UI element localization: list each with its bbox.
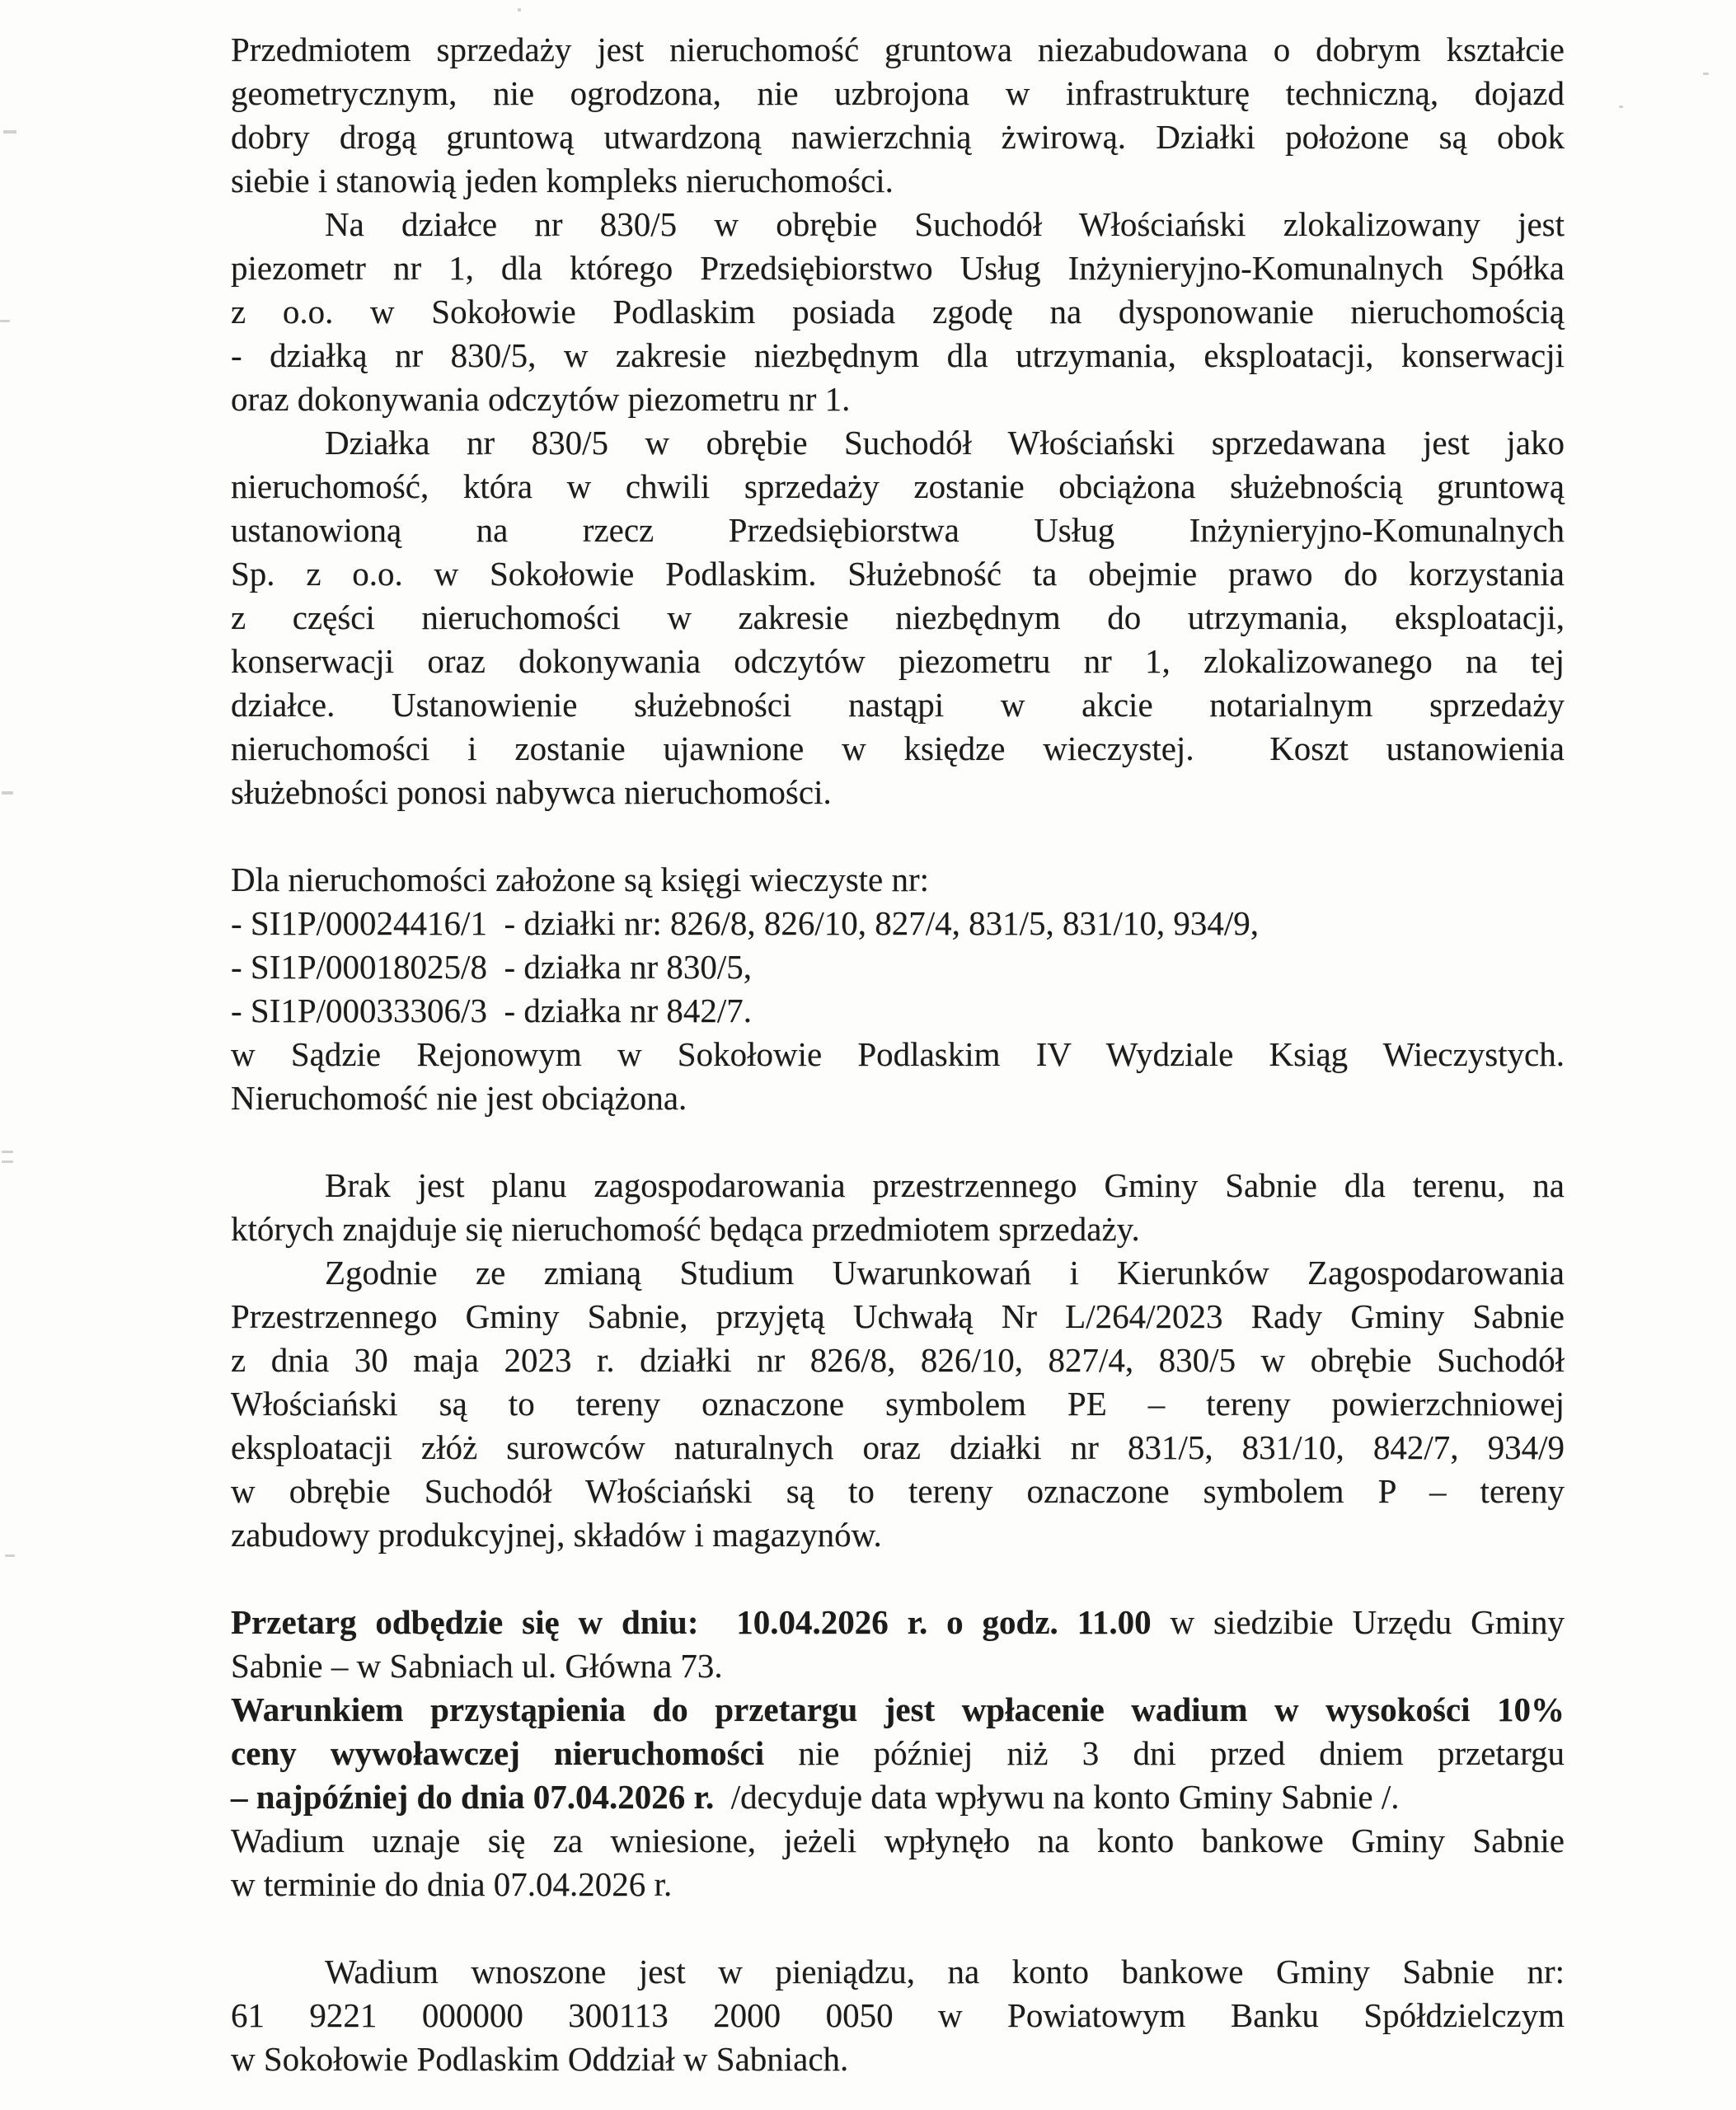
scan-artifact (3, 130, 16, 134)
text-line (231, 1819, 1565, 1863)
scan-artifact (0, 320, 10, 322)
text-line (231, 1251, 1565, 1295)
text-line (231, 1513, 1565, 1557)
scan-artifact (2, 1160, 13, 1163)
text-line (231, 1382, 1565, 1426)
text-line (231, 2037, 1565, 2081)
text-segment: eksploatacji złóż surowców naturalnych oraz działki nr 831/5, 831/10, 842/7, 934/9 (231, 1428, 1565, 1466)
text-segment: - SI1P/00024416/1 - działki nr: 826/8, 826/10, 827/4, 831/5, 831/10, 934/9, (231, 904, 1260, 942)
text-line (231, 1164, 1565, 1207)
text-segment: Nieruchomość nie jest obciążona. (231, 1079, 687, 1117)
blank-line (231, 1557, 1565, 1601)
text-segment: których znajduje się nieruchomość będąca przedmiotem sprzedaży. (231, 1210, 1140, 1248)
text-segment: siebie i stanowią jeden kompleks nieruchomości. (231, 162, 894, 199)
text-segment: geometrycznym, nie ogrodzona, nie uzbrojona w infrastrukturę techniczną, dojazd (231, 74, 1565, 112)
text-segment: w obrębie Suchodół Włościański są to tereny oznaczone symbolem P – tereny (231, 1472, 1565, 1510)
text-line (231, 727, 1565, 771)
scan-artifact (518, 8, 521, 12)
text-line (231, 1950, 1565, 1994)
text-segment: nie później niż 3 dni przed dniem przetargu (764, 1734, 1565, 1772)
text-line (231, 989, 1565, 1033)
text-line (231, 596, 1565, 640)
bold-text-segment: Warunkiem przystąpienia do przetargu jest wpłacenie wadium w wysokości 10% (231, 1690, 1565, 1728)
text-segment: /decyduje data wpływu na konto Gminy Sabnie /. (714, 1778, 1400, 1816)
text-segment: ustanowioną na rzecz Przedsiębiorstwa Usług Inżynieryjno-Komunalnych (231, 511, 1565, 549)
text-segment: Wadium wnoszone jest w pieniądzu, na konto bankowe Gminy Sabnie nr: (325, 1953, 1565, 1990)
bold-text-segment: – najpóźniej do dnia 07.04.2026 r. (231, 1778, 715, 1816)
text-line (231, 1644, 1565, 1688)
text-segment: Na działce nr 830/5 w obrębie Suchodół Włościański zlokalizowany jest (325, 205, 1565, 243)
text-segment: konserwacji oraz dokonywania odczytów piezometru nr 1, zlokalizowanego na tej (231, 642, 1565, 680)
text-segment: działce. Ustanowienie służebności nastąpi w akcie notarialnym sprzedaży (231, 686, 1565, 724)
text-segment: w siedzibie Urzędu Gminy (1151, 1603, 1565, 1641)
text-line (231, 115, 1565, 159)
text-segment: z części nieruchomości w zakresie niezbędnym do utrzymania, eksploatacji, (231, 598, 1565, 636)
text-segment: Wadium uznaje się za wniesione, jeżeli wpłynęło na konto bankowe Gminy Sabnie (231, 1822, 1565, 1859)
scan-artifact (2, 791, 13, 795)
text-line (231, 334, 1565, 377)
text-segment: w Sokołowie Podlaskim Oddział w Sabniach. (231, 2040, 849, 2078)
text-segment: nieruchomość, która w chwili sprzedaży zostanie obciążona służebnością gruntową (231, 467, 1565, 505)
text-segment: Działka nr 830/5 w obrębie Suchodół Włościański sprzedawana jest jako (325, 424, 1565, 462)
text-segment: z o.o. w Sokołowie Podlaskim posiada zgodę na dysponowanie nieruchomością (231, 293, 1565, 331)
text-segment: oraz dokonywania odczytów piezometru nr 1. (231, 380, 851, 418)
text-line (231, 290, 1565, 334)
blank-line (231, 1906, 1565, 1950)
text-line (231, 1863, 1565, 1906)
text-segment: - SI1P/00033306/3 - działka nr 842/7. (231, 992, 753, 1029)
text-segment: - działką nr 830/5, w zakresie niezbędnym dla utrzymania, eksploatacji, konserwacji (231, 336, 1565, 374)
text-line (231, 1207, 1565, 1251)
text-segment: - SI1P/00018025/8 - działka nr 830/5, (231, 948, 753, 986)
text-segment: w terminie do dnia 07.04.2026 r. (231, 1865, 673, 1903)
text-segment: Przedmiotem sprzedaży jest nieruchomość gruntowa niezabudowana o dobrym kształcie (231, 30, 1565, 68)
text-line (231, 552, 1565, 596)
text-line (231, 640, 1565, 683)
scan-artifact (1703, 73, 1709, 75)
text-line (231, 1339, 1565, 1382)
bold-text-segment: ceny wywoławczej nieruchomości (231, 1734, 765, 1772)
text-line (231, 1470, 1565, 1513)
text-line (231, 1033, 1565, 1076)
text-segment: Przestrzennego Gminy Sabnie, przyjętą Uchwałą Nr L/264/2023 Rady Gminy Sabnie (231, 1297, 1565, 1335)
text-segment: nieruchomości i zostanie ujawnione w księdze wieczystej. Koszt ustanowienia (231, 729, 1565, 767)
text-line (231, 377, 1565, 421)
text-line (231, 72, 1565, 115)
text-segment: piezometr nr 1, dla którego Przedsiębiorstwo Usług Inżynieryjno-Komunalnych Spółka (231, 249, 1565, 287)
text-segment: Sabnie – w Sabniach ul. Główna 73. (231, 1647, 723, 1685)
text-line (231, 1732, 1565, 1775)
text-line (231, 203, 1565, 246)
text-line (231, 945, 1565, 989)
scan-artifact (1619, 106, 1623, 108)
text-line (231, 902, 1565, 945)
text-line (231, 1426, 1565, 1470)
text-line (231, 465, 1565, 509)
text-line (231, 1994, 1565, 2037)
bold-text-segment: Przetarg odbędzie się w dniu: 10.04.2026 r. o godz. 11.00 (231, 1603, 1152, 1641)
text-line (231, 1295, 1565, 1339)
scan-artifact (2, 1151, 13, 1153)
text-segment: w Sądzie Rejonowym w Sokołowie Podlaskim IV Wydziale Ksiąg Wieczystych. (231, 1035, 1565, 1073)
blank-line (231, 1120, 1565, 1164)
scan-artifact (5, 1554, 15, 1557)
text-line (231, 1775, 1565, 1819)
document-text (231, 28, 1565, 2081)
text-segment: Dla nieruchomości założone są księgi wieczyste nr: (231, 860, 930, 898)
text-line (231, 771, 1565, 814)
text-line (231, 246, 1565, 290)
text-segment: z dnia 30 maja 2023 r. działki nr 826/8, 826/10, 827/4, 830/5 w obrębie Suchodół (231, 1341, 1565, 1379)
text-segment: zabudowy produkcyjnej, składów i magazynów. (231, 1516, 882, 1554)
text-line (231, 509, 1565, 552)
text-line (231, 28, 1565, 72)
text-segment: Zgodnie ze zmianą Studium Uwarunkowań i Kierunków Zagospodarowania (325, 1254, 1565, 1292)
text-segment: Sp. z o.o. w Sokołowie Podlaskim. Służebność ta obejmie prawo do korzystania (231, 555, 1565, 593)
text-line (231, 858, 1565, 902)
text-segment: 61 9221 000000 300113 2000 0050 w Powiatowym Banku Spółdzielczym (231, 1996, 1565, 2034)
text-line (231, 1688, 1565, 1732)
text-line (231, 1601, 1565, 1644)
text-segment: służebności ponosi nabywca nieruchomości. (231, 773, 832, 811)
text-segment: Włościański są to tereny oznaczone symbolem PE – tereny powierzchniowej (231, 1385, 1565, 1423)
text-line (231, 1076, 1565, 1120)
text-line (231, 159, 1565, 203)
text-line (231, 683, 1565, 727)
text-segment: dobry drogą gruntową utwardzoną nawierzchnią żwirową. Działki położone są obok (231, 118, 1565, 156)
text-segment: Brak jest planu zagospodarowania przestrzennego Gminy Sabnie dla terenu, na (325, 1166, 1565, 1204)
text-line (231, 421, 1565, 465)
blank-line (231, 814, 1565, 858)
